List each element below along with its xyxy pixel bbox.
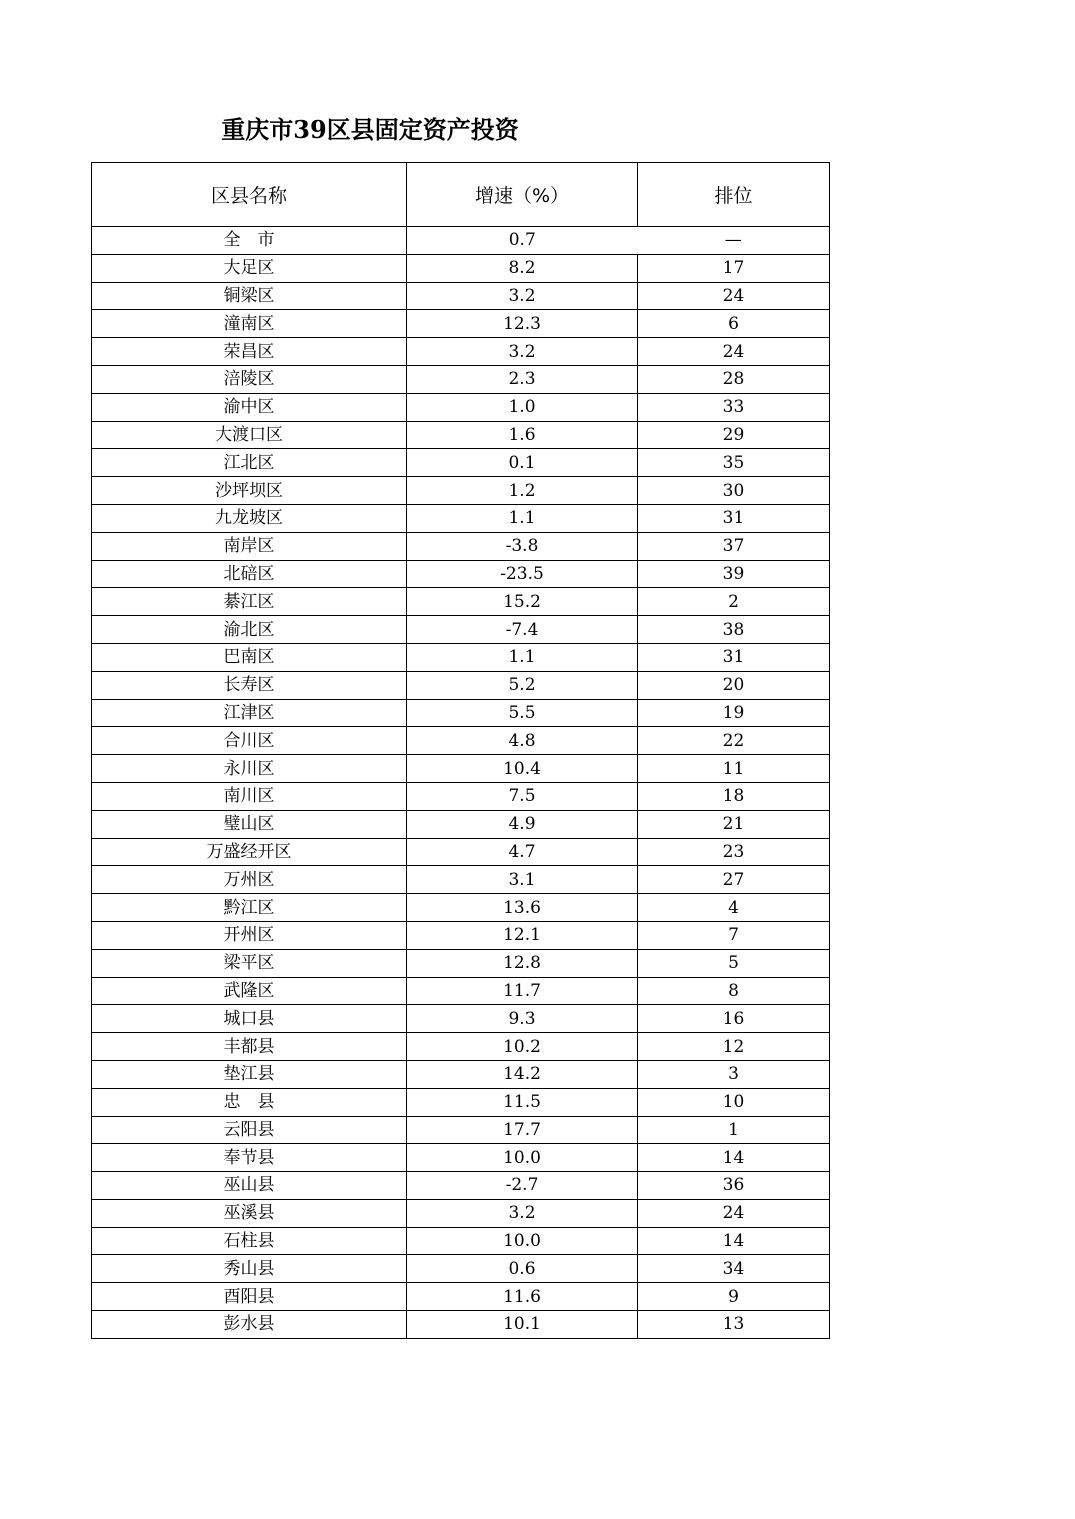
table-row [92,1255,830,1283]
rank-cell: 36 [638,1172,830,1200]
table-row [92,1088,830,1116]
district-name-cell: 合川区 [92,727,407,755]
district-name-cell: 丰都县 [92,1033,407,1061]
page-title: 重庆市39区县固定资产投资 [221,115,519,144]
growth-rate-cell: 5.2 [407,671,638,699]
district-name-cell: 忠 县 [92,1088,407,1116]
district-name-cell: 北碚区 [92,560,407,588]
district-name-cell: 武隆区 [92,977,407,1005]
growth-rate-cell: 1.2 [407,477,638,505]
growth-rate-cell: 10.1 [407,1311,638,1339]
growth-rate-cell: 17.7 [407,1116,638,1144]
total-rank-cell: — [638,227,830,255]
district-name-cell: 巴南区 [92,643,407,671]
growth-rate-cell: 3.2 [407,1199,638,1227]
rank-cell: 31 [638,643,830,671]
table-row [92,616,830,644]
growth-rate-cell: 3.2 [407,338,638,366]
rank-cell: 2 [638,588,830,616]
growth-rate-cell: 5.5 [407,699,638,727]
district-name-cell: 荣昌区 [92,338,407,366]
growth-rate-cell: 7.5 [407,782,638,810]
growth-rate-cell: 15.2 [407,588,638,616]
rank-cell: 24 [638,1199,830,1227]
rank-cell: 9 [638,1283,830,1311]
table-row [92,838,830,866]
table-row [92,310,830,338]
total-row [92,227,830,255]
growth-rate-cell: 1.1 [407,504,638,532]
district-name-cell: 酉阳县 [92,1283,407,1311]
table-row [92,977,830,1005]
table-row [92,365,830,393]
table-row [92,1060,830,1088]
rank-cell: 34 [638,1255,830,1283]
district-name-cell: 长寿区 [92,671,407,699]
growth-rate-cell: 4.8 [407,727,638,755]
rank-cell: 28 [638,365,830,393]
growth-rate-cell: 0.1 [407,449,638,477]
table-row [92,282,830,310]
district-name-cell: 彭水县 [92,1311,407,1339]
district-name-cell: 云阳县 [92,1116,407,1144]
rank-cell: 14 [638,1227,830,1255]
rank-cell: 24 [638,338,830,366]
growth-rate-cell: -23.5 [407,560,638,588]
district-name-cell: 开州区 [92,921,407,949]
table-row [92,755,830,783]
district-name-cell: 渝中区 [92,393,407,421]
table-row [92,393,830,421]
growth-rate-cell: 9.3 [407,1005,638,1033]
table-row [92,532,830,560]
rank-cell: 6 [638,310,830,338]
growth-rate-cell: 11.7 [407,977,638,1005]
total-growth-cell: 0.7 [407,227,638,255]
district-name-cell: 南岸区 [92,532,407,560]
table-row [92,449,830,477]
table-row [92,1116,830,1144]
rank-cell: 27 [638,866,830,894]
table-row [92,671,830,699]
growth-rate-cell: 2.3 [407,365,638,393]
district-name-cell: 奉节县 [92,1144,407,1172]
rank-cell: 20 [638,671,830,699]
table-row [92,1033,830,1061]
rank-cell: 4 [638,894,830,922]
table-row [92,1144,830,1172]
growth-rate-cell: 10.0 [407,1227,638,1255]
district-name-cell: 南川区 [92,782,407,810]
rank-cell: 37 [638,532,830,560]
district-name-cell: 沙坪坝区 [92,477,407,505]
rank-cell: 33 [638,393,830,421]
rank-cell: 21 [638,810,830,838]
rank-cell: 8 [638,977,830,1005]
growth-rate-cell: 14.2 [407,1060,638,1088]
rank-cell: 18 [638,782,830,810]
growth-rate-cell: 1.1 [407,643,638,671]
growth-rate-cell: 10.4 [407,755,638,783]
rank-cell: 5 [638,949,830,977]
growth-rate-cell: 13.6 [407,894,638,922]
growth-rate-cell: -7.4 [407,616,638,644]
table-row [92,1199,830,1227]
district-name-cell: 潼南区 [92,310,407,338]
rank-cell: 35 [638,449,830,477]
growth-rate-cell: 3.1 [407,866,638,894]
column-header-growth: 增速（%） [407,163,638,227]
growth-rate-cell: 4.9 [407,810,638,838]
table-row [92,254,830,282]
growth-rate-cell: 3.2 [407,282,638,310]
table-row [92,1005,830,1033]
rank-cell: 31 [638,504,830,532]
rank-cell: 1 [638,1116,830,1144]
district-name-cell: 永川区 [92,755,407,783]
table-row [92,338,830,366]
growth-rate-cell: 0.6 [407,1255,638,1283]
table-row [92,1283,830,1311]
table-row [92,421,830,449]
rank-cell: 3 [638,1060,830,1088]
table-row [92,866,830,894]
rank-cell: 24 [638,282,830,310]
district-name-cell: 垫江县 [92,1060,407,1088]
growth-rate-cell: 12.1 [407,921,638,949]
table-row [92,782,830,810]
growth-rate-cell: 11.6 [407,1283,638,1311]
table-row [92,810,830,838]
rank-cell: 29 [638,421,830,449]
district-name-cell: 綦江区 [92,588,407,616]
column-header-rank: 排位 [638,163,830,227]
growth-rate-cell: -3.8 [407,532,638,560]
rank-cell: 16 [638,1005,830,1033]
rank-cell: 38 [638,616,830,644]
table-row [92,560,830,588]
district-name-cell: 万州区 [92,866,407,894]
table-row [92,727,830,755]
district-name-cell: 大渡口区 [92,421,407,449]
table-row [92,1227,830,1255]
district-name-cell: 渝北区 [92,616,407,644]
district-name-cell: 万盛经开区 [92,838,407,866]
rank-cell: 7 [638,921,830,949]
table-row [92,1311,830,1339]
table-row [92,477,830,505]
table-row [92,643,830,671]
total-name-cell: 全 市 [92,227,407,255]
growth-rate-cell: 12.8 [407,949,638,977]
district-name-cell: 涪陵区 [92,365,407,393]
district-name-cell: 大足区 [92,254,407,282]
district-name-cell: 梁平区 [92,949,407,977]
table-row [92,894,830,922]
table-row [92,504,830,532]
growth-rate-cell: 1.0 [407,393,638,421]
district-name-cell: 巫山县 [92,1172,407,1200]
table-row [92,1172,830,1200]
table-row [92,699,830,727]
rank-cell: 11 [638,755,830,783]
rank-cell: 10 [638,1088,830,1116]
rank-cell: 17 [638,254,830,282]
rank-cell: 23 [638,838,830,866]
rank-cell: 39 [638,560,830,588]
district-name-cell: 秀山县 [92,1255,407,1283]
growth-rate-cell: 10.2 [407,1033,638,1061]
district-name-cell: 城口县 [92,1005,407,1033]
rank-cell: 13 [638,1311,830,1339]
table-row [92,921,830,949]
district-name-cell: 江北区 [92,449,407,477]
column-header-name: 区县名称 [92,163,407,227]
table-header-row [92,163,830,227]
district-name-cell: 石柱县 [92,1227,407,1255]
table-row [92,949,830,977]
rank-cell: 12 [638,1033,830,1061]
investment-table [91,162,830,1339]
growth-rate-cell: 10.0 [407,1144,638,1172]
table-row [92,588,830,616]
growth-rate-cell: 8.2 [407,254,638,282]
district-name-cell: 巫溪县 [92,1199,407,1227]
growth-rate-cell: 12.3 [407,310,638,338]
district-name-cell: 九龙坡区 [92,504,407,532]
rank-cell: 22 [638,727,830,755]
growth-rate-cell: 11.5 [407,1088,638,1116]
district-name-cell: 黔江区 [92,894,407,922]
rank-cell: 30 [638,477,830,505]
rank-cell: 19 [638,699,830,727]
district-name-cell: 江津区 [92,699,407,727]
rank-cell: 14 [638,1144,830,1172]
growth-rate-cell: 1.6 [407,421,638,449]
district-name-cell: 铜梁区 [92,282,407,310]
growth-rate-cell: 4.7 [407,838,638,866]
district-name-cell: 璧山区 [92,810,407,838]
growth-rate-cell: -2.7 [407,1172,638,1200]
